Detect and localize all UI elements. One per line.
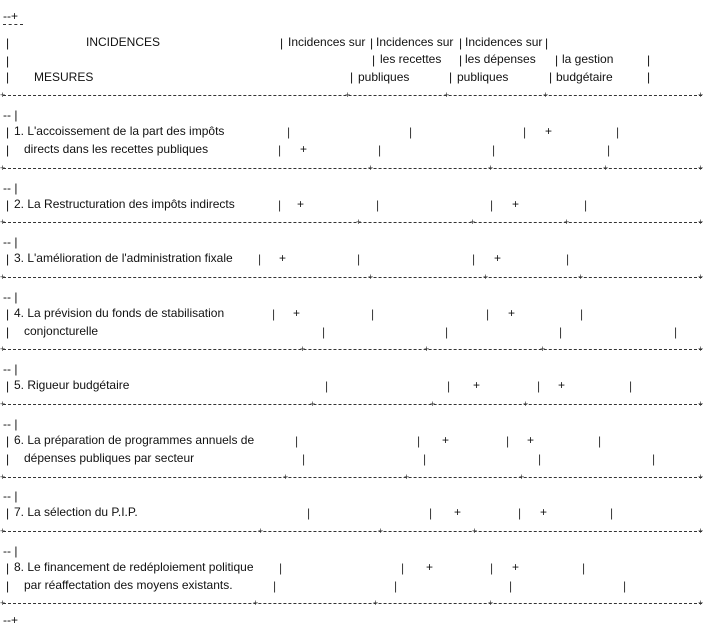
row-8-label-line1: 8. Le financement de redéploiement politique [14,560,254,574]
plus-marker: + [472,526,478,536]
row-3-label: 3. L'amélioration de l'administration fixale [14,251,233,265]
plus-marker: + [283,472,289,482]
header-col3-line2: les dépenses [465,52,536,66]
row-8-mark-recettes: + [426,560,434,574]
header-col2-line2: les recettes [380,52,442,66]
cell-bar: | [423,452,427,466]
cell-bar: | [273,579,277,593]
header-bar: | [6,54,10,68]
row-4-label-line2: conjoncturelle [24,324,99,338]
cell-bar: | [409,125,413,139]
header-col4-line2: budgétaire [556,70,613,84]
plus-marker: + [698,598,704,608]
header-bar: | [459,36,463,50]
row-separator [3,404,702,405]
row-bar: | [6,143,10,157]
cell-bar: | [538,452,542,466]
header-bar: | [449,70,453,84]
row-bar: | [6,379,10,393]
row-separator [3,168,702,169]
header-bar: | [647,53,651,67]
cell-bar: | [357,252,361,266]
cell-bar: | [629,379,633,393]
header-bar: | [647,70,651,84]
cell-bar: | [610,506,614,520]
row-2-mark-depenses: + [512,197,520,211]
plus-marker: + [698,526,704,536]
plus-marker: + [404,472,410,482]
row-1-label-line2: directs dans les recettes publiques [24,142,209,156]
cell-bar: | [302,452,306,466]
header-bar: | [372,53,376,67]
row-4-label-line1: 4. La prévision du fonds de stabilisation [14,306,225,320]
row-corner: -- | [3,544,18,558]
plus-marker: + [564,217,570,227]
row-separator [3,531,702,532]
row-3-mark-col1: + [279,251,287,265]
plus-marker: + [0,472,6,482]
plus-marker: + [253,598,259,608]
row-separator [3,222,702,223]
row-bar: | [6,579,10,593]
plus-marker: + [0,272,6,282]
header-bar: | [280,36,284,50]
cell-bar: | [674,325,678,339]
plus-marker: + [470,217,476,227]
header-bar: | [370,36,374,50]
row-bar: | [6,325,10,339]
row-corner: -- | [3,290,18,304]
cell-bar: | [652,452,656,466]
cell-bar: | [506,434,510,448]
cell-bar: | [566,252,570,266]
plus-marker: + [430,399,436,409]
cell-bar: | [580,307,584,321]
cell-bar: | [559,325,563,339]
row-8-mark-depenses: + [512,560,520,574]
header-col2-line3: publiques [358,70,410,84]
cell-bar: | [394,579,398,593]
row-5-mark-depenses: + [558,378,566,392]
cell-bar: | [518,506,522,520]
cell-bar: | [272,307,276,321]
row-8-label-line2: par réaffectation des moyens existants. [24,578,233,592]
top-rule-stub [3,24,23,25]
plus-marker: + [519,472,525,482]
row-1-mark-budget: + [545,124,553,138]
cell-bar: | [278,143,282,157]
plus-marker: + [698,217,704,227]
plus-marker: + [0,399,6,409]
row-7-label: 7. La sélection du P.I.P. [14,505,138,519]
cell-bar: | [537,379,541,393]
cell-bar: | [472,252,476,266]
header-col1: Incidences sur [288,35,366,49]
plus-marker: + [698,90,704,100]
cell-bar: | [279,561,283,575]
row-bar: | [6,252,10,266]
header-bar: | [549,70,553,84]
row-6-mark-depenses: + [527,433,535,447]
cell-bar: | [447,379,451,393]
header-mesures: MESURES [34,70,94,84]
plus-marker: + [488,163,494,173]
row-1-label-line1: 1. L'accoissement de la part des impôts [14,124,225,138]
row-bar: | [6,125,10,139]
plus-marker: + [698,272,704,282]
plus-marker: + [540,344,546,354]
row-bar: | [6,506,10,520]
cell-bar: | [322,325,326,339]
row-corner: -- | [3,362,18,376]
plus-marker: + [373,598,379,608]
cell-bar: | [492,143,496,157]
cell-bar: | [295,434,299,448]
plus-marker: + [258,526,264,536]
cell-bar: | [616,125,620,139]
plus-marker: + [483,272,489,282]
cell-bar: | [371,307,375,321]
row-bar: | [6,307,10,321]
cell-bar: | [258,252,262,266]
row-separator [3,603,702,604]
header-col3-line3: publiques [457,70,509,84]
plus-marker: + [356,217,362,227]
table-top-corner: --+ [3,9,18,23]
row-separator [3,477,702,478]
cell-bar: | [445,325,449,339]
plus-marker: + [698,472,704,482]
row-7-mark-depenses: + [540,505,548,519]
cell-bar: | [417,434,421,448]
plus-marker: + [310,399,316,409]
cell-bar: | [523,125,527,139]
cell-bar: | [376,198,380,212]
plus-marker: + [698,399,704,409]
cell-bar: | [429,506,433,520]
plus-marker: + [543,90,549,100]
row-5-label: 5. Rigueur budgétaire [14,378,130,392]
header-bar: | [555,53,559,67]
row-separator [3,277,702,278]
header-bar: | [350,70,354,84]
row-bar: | [6,452,10,466]
header-bar: | [6,36,10,50]
plus-marker: + [0,598,6,608]
row-bar: | [6,434,10,448]
cell-bar: | [607,143,611,157]
row-corner: -- | [3,108,18,122]
row-4-mark-depenses: + [508,306,516,320]
row-corner: -- | [3,181,18,195]
cell-bar: | [509,579,513,593]
plus-marker: + [603,163,609,173]
cell-bar: | [623,579,627,593]
plus-marker: + [368,163,374,173]
row-corner: -- | [3,489,18,503]
row-6-mark-recettes: + [442,433,450,447]
plus-marker: + [0,163,6,173]
cell-bar: | [582,561,586,575]
cell-bar: | [598,434,602,448]
row-bar: | [6,561,10,575]
header-bar: | [545,36,549,50]
row-3-mark-depenses: + [494,251,502,265]
cell-bar: | [490,561,494,575]
plus-marker: + [345,90,351,100]
cell-bar: | [278,198,282,212]
plus-marker: + [300,344,306,354]
row-separator [3,349,702,350]
cell-bar: | [307,506,311,520]
plus-marker: + [378,526,384,536]
plus-marker: + [424,344,430,354]
row-7-mark-recettes: + [454,505,462,519]
plus-marker: + [523,399,529,409]
header-bar: | [459,53,463,67]
plus-marker: + [444,90,450,100]
cell-bar: | [325,379,329,393]
row-2-label: 2. La Restructuration des impôts indirects [14,197,235,211]
row-corner: -- | [3,235,18,249]
header-col3-line1: Incidences sur [465,35,543,49]
row-5-mark-recettes: + [473,378,481,392]
header-bar: | [6,70,10,84]
header-incidences: INCIDENCES [86,35,161,49]
cell-bar: | [401,561,405,575]
cell-bar: | [490,198,494,212]
cell-bar: | [378,143,382,157]
cell-bar: | [584,198,588,212]
header-col2-line1: Incidences sur [376,35,454,49]
plus-marker: + [698,344,704,354]
plus-marker: + [0,344,6,354]
row-1-mark-col1: + [300,142,308,156]
row-separator [3,95,702,96]
plus-marker: + [698,163,704,173]
row-4-mark-col1: + [293,306,301,320]
plus-marker: + [0,217,6,227]
row-6-label-line2: dépenses publiques par secteur [24,451,195,465]
row-corner: -- | [3,417,18,431]
plus-marker: + [578,272,584,282]
table-bottom-corner: --+ [3,613,18,627]
plus-marker: + [488,598,494,608]
row-6-label-line1: 6. La préparation de programmes annuels de [14,433,255,447]
plus-marker: + [0,90,6,100]
plus-marker: + [368,272,374,282]
header-col4-line1: la gestion [562,52,614,66]
plus-marker: + [0,526,6,536]
cell-bar: | [287,125,291,139]
row-bar: | [6,198,10,212]
row-2-mark-col1: + [297,197,305,211]
cell-bar: | [486,307,490,321]
